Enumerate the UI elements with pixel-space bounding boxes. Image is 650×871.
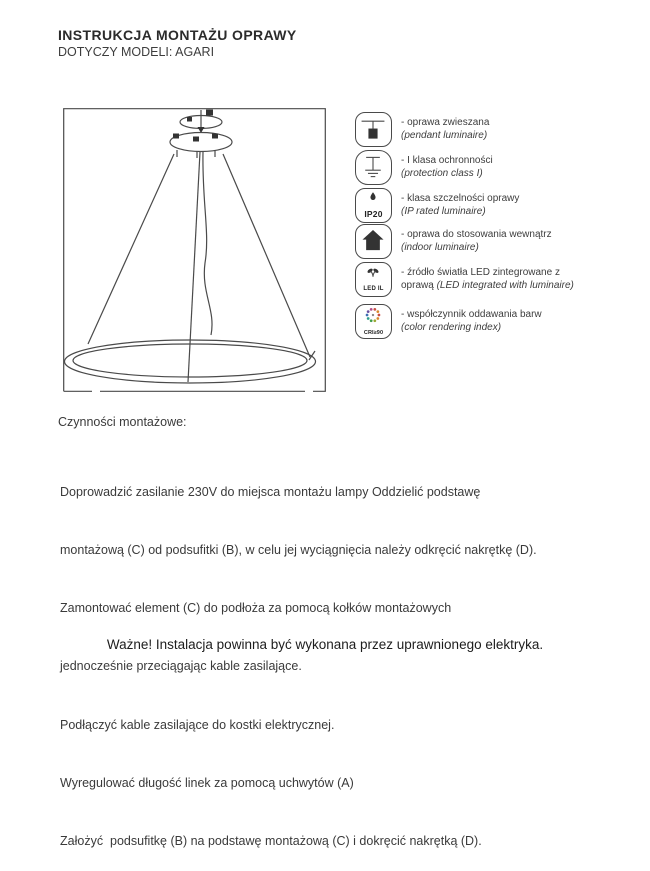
symbol-label	[401, 188, 601, 223]
symbol-label-en: (LED integrated with luminaire)	[436, 280, 574, 291]
symbol-label-en: (pendant luminaire)	[401, 130, 488, 141]
pendant-luminaire-icon	[355, 112, 392, 147]
symbol-legend	[355, 110, 605, 360]
symbol-label-en: (IP rated luminaire)	[401, 206, 486, 217]
page-title: INSTRUKCJA MONTAŻU OPRAWY	[58, 27, 297, 43]
assembly-step: montażową (C) od podsufitki (B), w celu jej wyciągnięcia należy odkręcić nakrętkę (D).	[60, 543, 537, 558]
symbol-label-en: (protection class I)	[401, 168, 483, 179]
symbol-row-protection-class	[355, 150, 601, 185]
symbol-row-cri	[355, 304, 601, 339]
assembly-step: Wyregulować długość linek za pomocą uchwytów (A)	[60, 775, 354, 790]
page-subtitle: DOTYCZY MODELI: AGARI	[58, 45, 215, 59]
header	[58, 27, 297, 59]
house-glyph	[356, 225, 390, 257]
led-source-icon	[355, 262, 392, 297]
symbol-label-pl: - źródło światła LED zintegrowane z oprawą	[401, 267, 560, 291]
symbol-label-en: (indoor luminaire)	[401, 242, 479, 253]
assembly-heading: Czynności montażowe:	[58, 415, 187, 429]
ip-rating-icon	[355, 188, 392, 223]
indoor-luminaire-icon	[355, 224, 392, 259]
cri-icon	[355, 304, 392, 339]
symbol-label	[401, 262, 577, 297]
symbol-label	[401, 224, 559, 259]
assembly-step: jednocześnie przeciągając kable zasilające.	[60, 659, 302, 674]
symbol-label	[401, 304, 601, 339]
symbol-label	[401, 112, 601, 147]
symbol-label-pl: - I klasa ochronności	[401, 155, 493, 166]
symbol-label	[401, 150, 601, 185]
symbol-label-pl: - klasa szczelności oprawy	[401, 193, 520, 204]
symbol-label-pl: - współczynnik oddawania barw	[401, 309, 542, 320]
pendant-glyph	[356, 113, 390, 145]
ip-badge: IP20	[364, 209, 383, 219]
led-badge: LED IL	[363, 286, 384, 292]
symbol-label-pl: - oprawa do stosowania wewnątrz	[401, 229, 552, 240]
symbol-label-en: (color rendering index)	[401, 322, 502, 333]
symbol-row-indoor	[355, 224, 559, 259]
assembly-step: Doprowadzić zasilanie 230V do miejsca montażu lampy Oddzielić podstawę	[60, 484, 481, 499]
cri-badge: CRI≥90	[363, 329, 384, 336]
pendant-lamp-svg	[63, 108, 326, 392]
symbol-row-led	[355, 262, 577, 297]
symbol-row-ip-rating	[355, 188, 601, 223]
symbol-label-pl: - oprawa zwieszana	[401, 117, 490, 128]
protection-class-icon	[355, 150, 392, 185]
assembly-steps	[60, 444, 635, 871]
symbol-row-pendant	[355, 112, 601, 147]
assembly-step: Założyć podsufitkę (B) na podstawę montażową (C) i dokręcić nakrętką (D).	[60, 834, 482, 849]
warning-text: Ważne! Instalacja powinna być wykonana przez uprawnionego elektryka.	[106, 637, 544, 652]
pendant-lamp-drawing	[63, 108, 326, 392]
ground-glyph	[356, 151, 390, 183]
assembly-step: Zamontować element (C) do podłoża za pomocą kołków montażowych	[60, 601, 452, 616]
assembly-step: Podłączyć kable zasilające do kostki elektrycznej.	[60, 717, 335, 732]
